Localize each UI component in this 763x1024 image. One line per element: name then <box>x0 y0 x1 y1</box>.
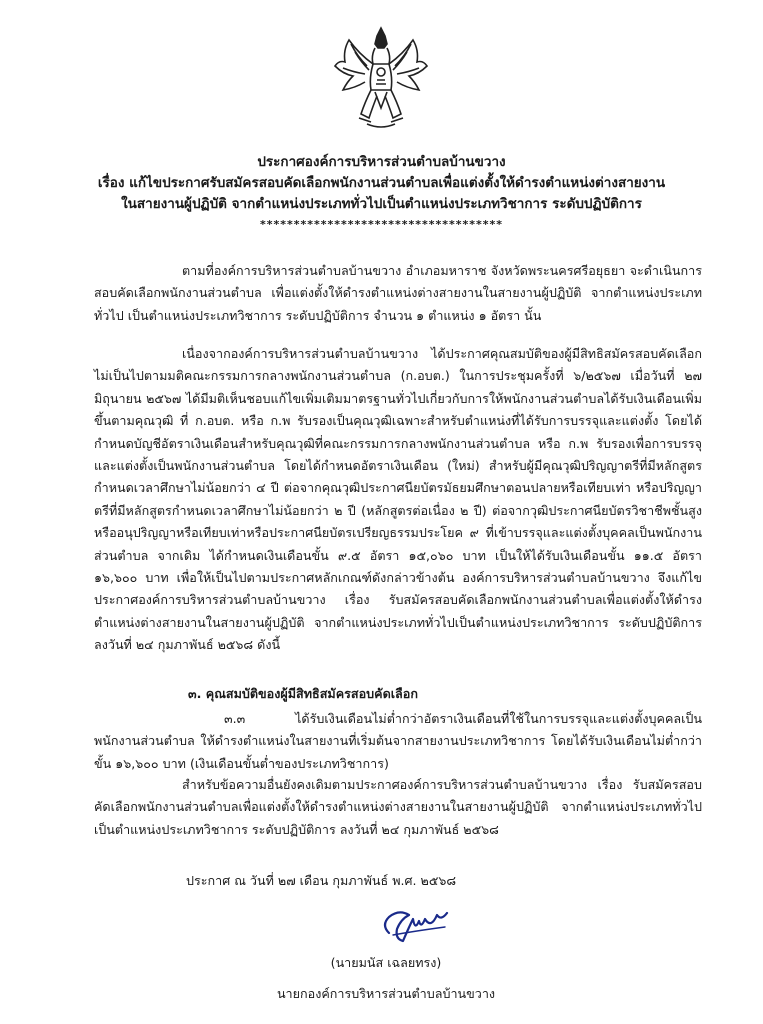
garuda-emblem-icon <box>331 22 431 132</box>
signer-name: (นายมนัส เฉลยทรง) <box>330 955 442 970</box>
section-heading: ๓. คุณสมบัติของผู้มีสิทธิสมัครสอบคัดเลือก <box>188 686 418 701</box>
announcement-title: ประกาศองค์การบริหารส่วนตำบลบ้านขวาง <box>257 154 506 170</box>
paragraph-qualification: ๓.๓ ได้รับเงินเดือนไม่ต่ำกว่าอัตราเงินเดือนที่ใช้ในการบรรจุและแต่งตั้งบุคคลเป็นพนักงานส่วนตำบล ให้ดำรงตำแหน่งในสายงานที่เริ่มต้นจากสายงานประเภทวิชาการ โดยได้รับเงินเดือนไม่ต่ำกว่าขั้น ๑๖,๖๐๐ บาท (เงินเดือนขั้นต่ำของประเภทวิชาการ) <box>94 711 702 771</box>
paragraph-remaining-terms: สำหรับข้อความอื่นยังคงเดิมตามประกาศองค์การบริหารส่วนตำบลบ้านขวาง เรื่อง รับสมัครสอบคัดเลือกพนักงานส่วนตำบลเพื่อแต่งตั้งให้ดำรงตำแหน่งต่างสายงานในสายงานผู้ปฏิบัติ จากตำแหน่งประเภททั่วไปเป็นตำแหน่งประเภทวิชาการ ระดับปฏิบัติการ ลงวันที่ ๒๔ กุมภาพันธ์ ๒๕๖๘ <box>94 777 702 837</box>
paragraph-intro: ตามที่องค์การบริหารส่วนตำบลบ้านขวาง อำเภอมหาราช จังหวัดพระนครศรีอยุธยา จะดำเนินการสอบคัดเลือกพนักงานส่วนตำบล เพื่อแต่งตั้งให้ดำรงตำแหน่งต่างสายงานในสายงานผู้ปฏิบัติ จากตำแหน่งประเภททั่วไป เป็นตำแหน่งประเภทวิชาการ ระดับปฏิบัติการ จำนวน ๑ ตำแหน่ง ๑ อัตรา นั้น <box>94 263 702 323</box>
announcement-subject-continued: ในสายงานผู้ปฏิบัติ จากตำแหน่งประเภททั่วไปเป็นตำแหน่งประเภทวิชาการ ระดับปฏิบัติการ <box>121 196 642 212</box>
star-divider: ************************************ <box>259 218 504 231</box>
announcement-dateline: ประกาศ ณ วันที่ ๒๗ เดือน กุมภาพันธ์ พ.ศ. ๒๕๖๘ <box>186 873 457 888</box>
signer-position: นายกองค์การบริหารส่วนตำบลบ้านขวาง <box>276 986 496 1001</box>
paragraph-reason: เนื่องจากองค์การบริหารส่วนตำบลบ้านขวาง ได้ประกาศคุณสมบัติของผู้มีสิทธิสมัครสอบคัดเลือกไม่เป็นไปตามมติคณะกรรมการกลางพนักงานส่วนตำบล (ก.อบต.) ในการประชุมครั้งที่ ๖/๒๕๖๗ เมื่อวันที่ ๒๗ มิถุนายน ๒๕๖๗ ได้มีมติเห็นชอบแก้ไขเพิ่มเติมมาตรฐานทั่วไปเกี่ยวกับการให้พนักงานส่วนตำบลได้รับเงินเดือนเพิ่มขึ้นตามคุณวุฒิ ที่ ก.อบต. หรือ ก.พ รับรองเป็นคุณวุฒิเฉพาะสำหรับตำแหน่งที่ได้รับการบรรจุและแต่งตั้ง โดยได้กำหนดบัญชีอัตราเงินเดือนสำหรับคุณวุฒิที่คณะกรรมการกลางพนักงานส่วนตำบล หรือ ก.พ รับรองเพื่อการบรรจุและแต่งตั้งเป็นพนักงานส่วนตำบล โดยได้กำหนดอัตราเงินเดือน (ใหม่) สำหรับผู้มีคุณวุฒิปริญญาตรีที่มีหลักสูตรกำหนดเวลาศึกษาไม่น้อยกว่า ๔ ปี ต่อจากคุณวุฒิประกาศนียบัตรมัธยมศึกษาตอนปลายหรือเทียบเท่า หรือปริญญาตรีที่มีหลักสูตรกำหนดเวลาศึกษาไม่น้อยกว่า ๒ ปี (หลักสูตรต่อเนื่อง ๒ ปี) ต่อจากวุฒิประกาศนียบัตรวิชาชีพชั้นสูงหรืออนุปริญญาหรือเทียบเท่าหรือประกาศนียบัตรเปรียญธรรมประโยค ๙ ที่เข้าบรรจุและแต่งตั้งบุคคลเป็นพนักงานส่วนตำบล จากเดิม ได้กำหนดเงินเดือนขั้น ๙.๕ อัตรา ๑๕,๐๖๐ บาท เป็นให้ได้รับเงินเดือนขั้น ๑๑.๕ อัตรา ๑๖,๖๐๐ บาท เพื่อให้เป็นไปตามประกาศหลักเกณฑ์ดังกล่าวข้างต้น องค์การบริหารส่วนตำบลบ้านขวาง จึงแก้ไขประกาศองค์การบริหารส่วนตำบลบ้านขวาง เรื่อง รับสมัครสอบคัดเลือกพนักงานส่วนตำบลเพื่อแต่งตั้งให้ดำรงตำแหน่งต่างสายงานในสายงานผู้ปฏิบัติ จากตำแหน่งประเภททั่วไปเป็นตำแหน่งประเภทวิชาการ ระดับปฏิบัติการ ลงวันที่ ๒๔ กุมภาพันธ์ ๒๕๖๘ ดังนี้ <box>94 346 702 653</box>
announcement-subject: เรื่อง แก้ไขประกาศรับสมัครสอบคัดเลือกพนักงานส่วนตำบลเพื่อแต่งตั้งให้ดำรงตำแหน่งต่างสายงาน <box>97 175 666 191</box>
handwritten-signature-icon <box>375 905 455 947</box>
